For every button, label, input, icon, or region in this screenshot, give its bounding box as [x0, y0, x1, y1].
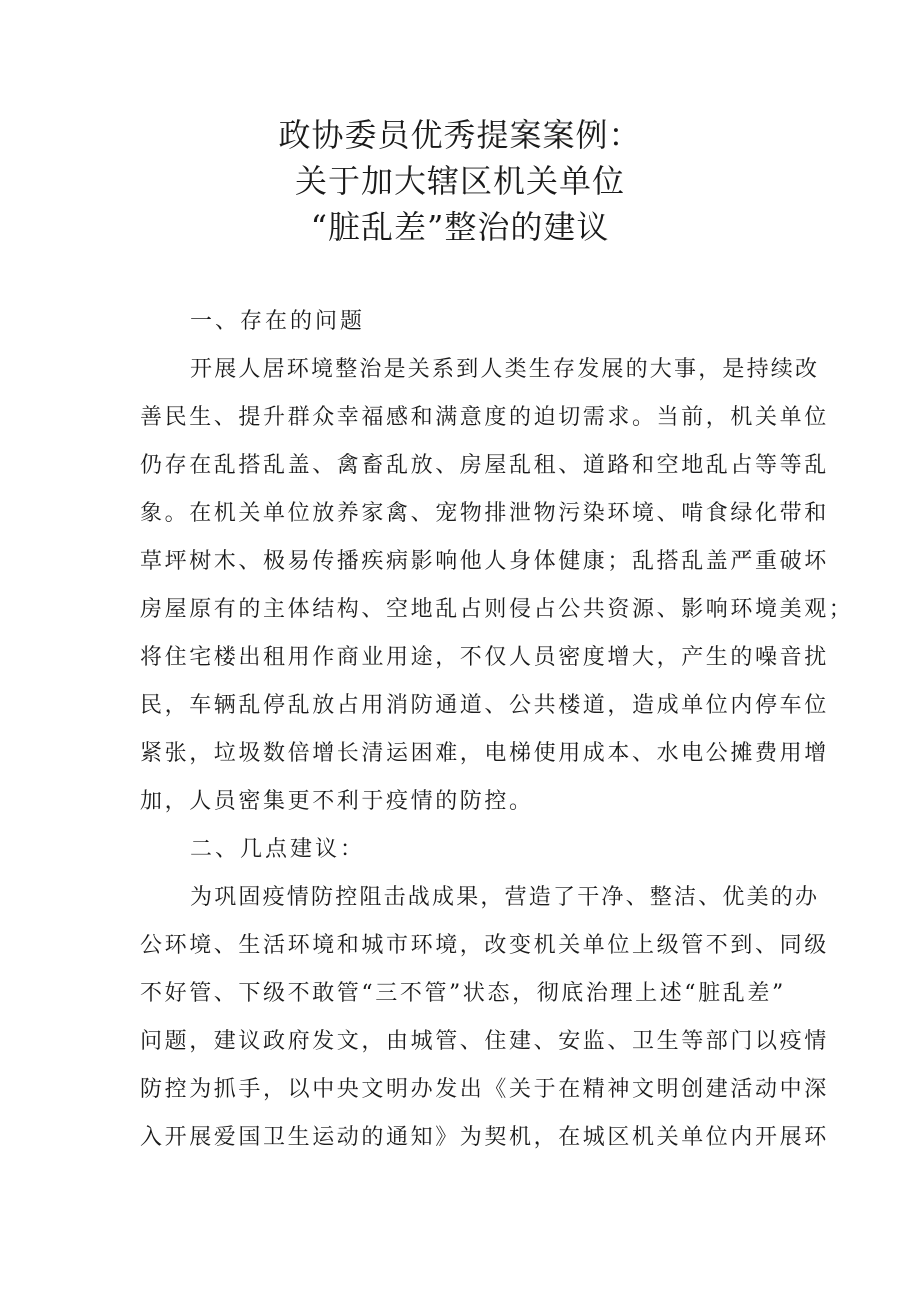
title-line-1: 政协委员优秀提案案例： — [278, 116, 642, 154]
paragraph-problems — [140, 346, 854, 826]
paragraph-line: 紧张，垃圾数倍增长清运困难，电梯使用成本、水电公摊费用增 — [140, 741, 829, 766]
paragraph-suggestions — [140, 874, 829, 1162]
paragraph-line: 民，车辆乱停乱放占用消防通道、公共楼道，造成单位内停车位 — [140, 693, 829, 718]
paragraph-line: 将住宅楼出租用作商业用途，不仅人员密度增大，产生的噪音扰 — [140, 645, 829, 670]
paragraph-line: 开展人居环境整治是关系到人类生存发展的大事，是持续改 — [190, 357, 820, 382]
paragraph-line: 仍存在乱搭乱盖、禽畜乱放、房屋乱租、道路和空地乱占等等乱 — [140, 453, 829, 478]
paragraph-line: 防控为抓手，以中央文明办发出《关于在精神文明创建活动中深 — [140, 1077, 829, 1102]
title-line-3: “脏乱差”整治的建议 — [310, 208, 610, 246]
paragraph-line: 象。在机关单位放养家禽、宠物排泄物污染环境、啃食绿化带和 — [140, 501, 829, 526]
paragraph-line: 问题，建议政府发文，由城管、住建、安监、卫生等部门以疫情 — [140, 1029, 829, 1054]
title-line-2: 关于加大辖区机关单位 — [294, 162, 625, 200]
paragraph-line: 公环境、生活环境和城市环境，改变机关单位上级管不到、同级 — [140, 933, 829, 958]
section-heading-suggestions: 二、几点建议： — [190, 837, 366, 862]
document-body — [140, 298, 854, 1162]
paragraph-line: 入开展爱国卫生运动的通知》为契机，在城区机关单位内开展环 — [140, 1125, 829, 1150]
paragraph-line: 草坪树木、极易传播疾病影响他人身体健康；乱搭乱盖严重破坏 — [140, 549, 829, 574]
paragraph-line: 为巩固疫情防控阻击战成果，营造了干净、整洁、优美的办 — [190, 885, 820, 910]
paragraph-line: 房屋原有的主体结构、空地乱占则侵占公共资源、影响环境美观； — [140, 597, 854, 622]
paragraph-line: 善民生、提升群众幸福感和满意度的迫切需求。当前，机关单位 — [140, 405, 829, 430]
section-heading-problems: 一、存在的问题 — [190, 309, 366, 334]
paragraph-line: 加，人员密集更不利于疫情的防控。 — [140, 789, 534, 814]
paragraph-line: 不好管、下级不敢管“三不管”状态，彻底治理上述“脏乱差” — [140, 981, 786, 1006]
document-title — [0, 112, 920, 250]
